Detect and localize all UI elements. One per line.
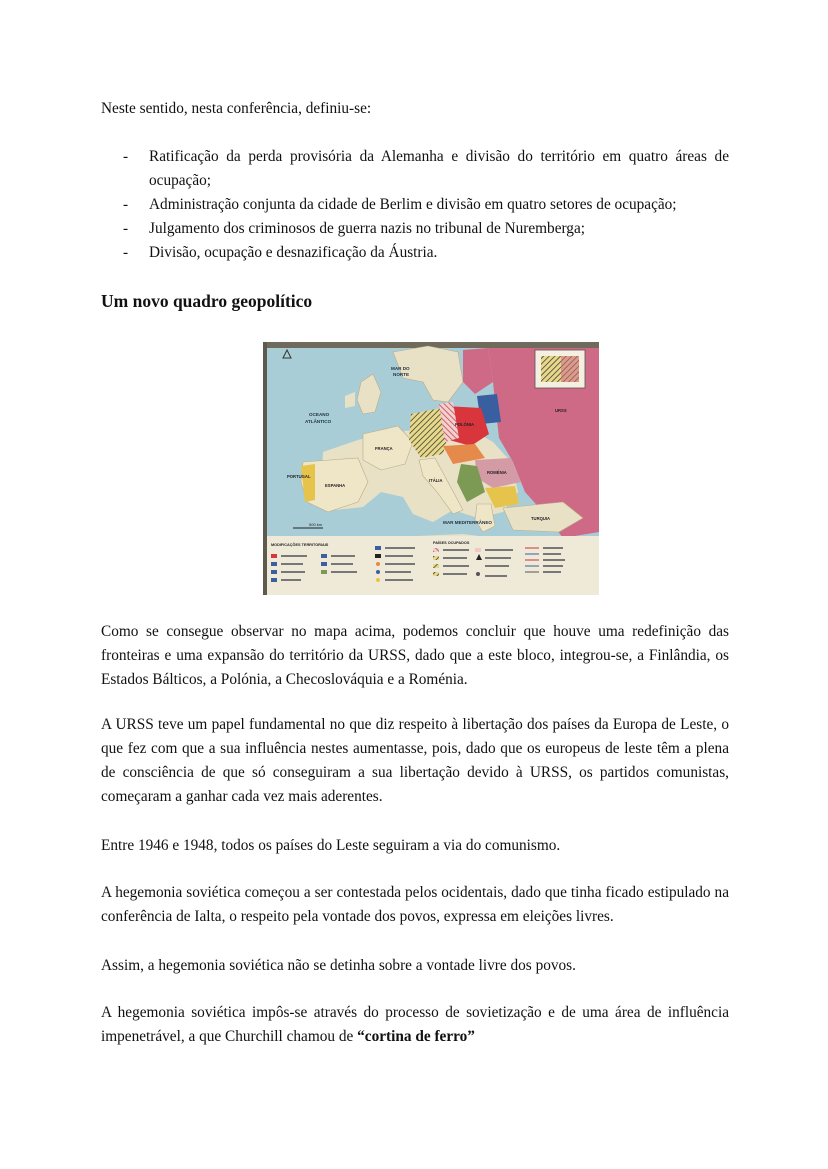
legend-title: PAÍSES OCUPADOS — [433, 541, 470, 545]
map-label-country: ROMÉNIA — [487, 470, 507, 475]
map-label-country: FRANÇA — [375, 446, 393, 451]
map-label-ocean: OCEANO — [309, 412, 330, 417]
paragraph-final: A hegemonia soviética impôs-se através do processo de sovietização e de uma área de influência impenetrável, a que Churchill chamou de “cortina de ferro” — [101, 1004, 729, 1045]
bullet-list — [101, 145, 729, 265]
map-label-country: ITÁLIA — [429, 478, 443, 483]
paragraph: Assim, a hegemonia soviética não se detinha sobre a vontade livre dos povos. — [101, 957, 576, 974]
map-label-sea: NORTE — [393, 372, 410, 377]
paragraph: Como se consegue observar no mapa acima, podemos concluir que houve uma redefinição das fronteiras e uma expansão do território da URSS, dado que a este bloco, integrou-se, a Finlândia, os Estados Bálticos, a Polónia, a Checoslováquia e a Roménia. — [101, 623, 729, 688]
map-label-sea: MAR DO — [391, 366, 410, 371]
paragraph: A URSS teve um papel fundamental no que diz respeito à libertação dos países da Europa de Leste, o que fez com que a sua influência nestes aumentasse, pois, dado que os europeus de leste têm a plena de consciência de que só conseguiram a sua libertação devido à URSS, os partidos comunistas, começaram a ganhar cada vez mais aderentes. — [101, 716, 729, 805]
emphasis-cortina-de-ferro: “cortina de ferro” — [357, 1028, 475, 1045]
section-heading: Um novo quadro geopolítico — [101, 291, 313, 311]
list-item: - Administração conjunta da cidade de Berlim e divisão em quatro setores de ocupação; — [101, 193, 729, 217]
dash-marker: - — [123, 220, 129, 237]
map-label-country: TURQUIA — [531, 516, 551, 521]
intro-text: Neste sentido, nesta conferência, definiu-se: — [101, 100, 372, 117]
dash-marker: - — [123, 244, 129, 261]
paragraph: A hegemonia soviética começou a ser contestada pelos ocidentais, dado que tinha ficado estipulado na conferência de Ialta, o respeito pela vontade dos povos, expressa em eleições livres. — [101, 884, 729, 925]
dash-marker: - — [123, 148, 129, 165]
legend-title: MODIFICAÇÕES TERRITORIAIS — [271, 543, 329, 547]
map-label-country: POLÓNIA — [455, 422, 475, 427]
map-label-ocean: ATLÂNTICO — [305, 419, 332, 424]
map-label-country: ESPANHA — [325, 483, 346, 488]
list-item: - Julgamento dos criminosos de guerra nazis no tribunal de Nuremberga; — [101, 217, 729, 241]
map-label-country: PORTUGAL — [287, 474, 311, 479]
map-label-country: URSS — [555, 408, 567, 413]
list-item: - Divisão, ocupação e desnazificação da Áustria. — [101, 241, 729, 265]
europe-map-photo — [263, 342, 599, 595]
map-label-sea: MAR MEDITERRÂNEO — [443, 520, 492, 525]
dash-marker: - — [123, 196, 129, 213]
map-scale: 500 km — [309, 522, 323, 527]
list-item: - Ratificação da perda provisória da Alemanha e divisão do território em quatro áreas de ocupação; — [101, 145, 729, 193]
paragraph: Entre 1946 e 1948, todos os países do Leste seguiram a via do comunismo. — [101, 837, 561, 854]
